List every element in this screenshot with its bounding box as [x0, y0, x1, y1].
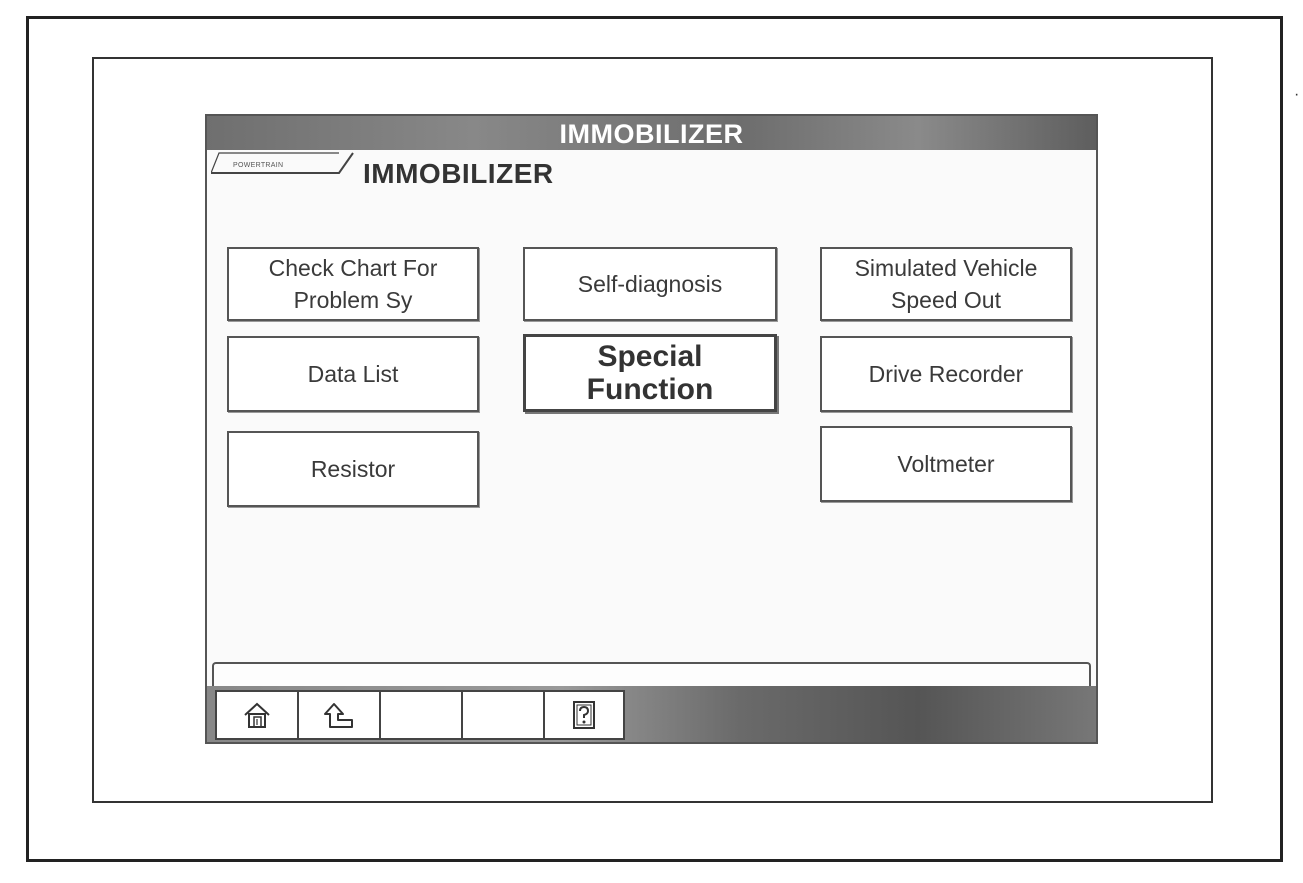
special-function-button[interactable] [523, 334, 777, 412]
data-list-button[interactable] [227, 336, 479, 412]
message-bar [212, 662, 1091, 688]
help-button[interactable] [545, 692, 623, 738]
help-icon [571, 700, 597, 730]
simulated-vehicle-speed-button[interactable] [820, 247, 1072, 321]
drive-recorder-label: Drive Recorder [868, 360, 1024, 387]
check-chart-label-line1: Check Chart For [268, 254, 438, 281]
window-title: IMMOBILIZER [207, 116, 1096, 150]
breadcrumb-tab[interactable] [211, 152, 355, 174]
function-key-bar [207, 686, 1096, 742]
check-chart-label-line2: Problem Sy [293, 287, 413, 313]
voltmeter-button[interactable] [820, 426, 1072, 502]
function-key-3[interactable] [381, 692, 463, 738]
check-chart-button[interactable] [227, 247, 479, 321]
back-button[interactable] [299, 692, 381, 738]
resistor-label: Resistor [310, 455, 396, 482]
breadcrumb-tab-label: POWERTRAIN [233, 162, 284, 169]
special-function-label-line1: Special [597, 340, 703, 373]
page-title: IMMOBILIZER [363, 158, 554, 189]
function-keys [215, 690, 625, 740]
back-icon [322, 700, 356, 730]
resistor-button[interactable] [227, 431, 479, 507]
function-key-4[interactable] [463, 692, 545, 738]
voltmeter-label: Voltmeter [897, 450, 995, 477]
scan-tool-screen [205, 114, 1098, 744]
simulated-vehicle-label-line2: Speed Out [891, 287, 1001, 313]
simulated-vehicle-label-line1: Simulated Vehicle [854, 254, 1038, 281]
edge-mark: · [1294, 86, 1300, 103]
self-diagnosis-label: Self-diagnosis [577, 270, 723, 297]
self-diagnosis-button[interactable] [523, 247, 777, 321]
home-button[interactable] [217, 692, 299, 738]
drive-recorder-button[interactable] [820, 336, 1072, 412]
special-function-label-line2: Function [586, 373, 714, 406]
data-list-label: Data List [307, 360, 399, 387]
home-icon [242, 700, 272, 730]
